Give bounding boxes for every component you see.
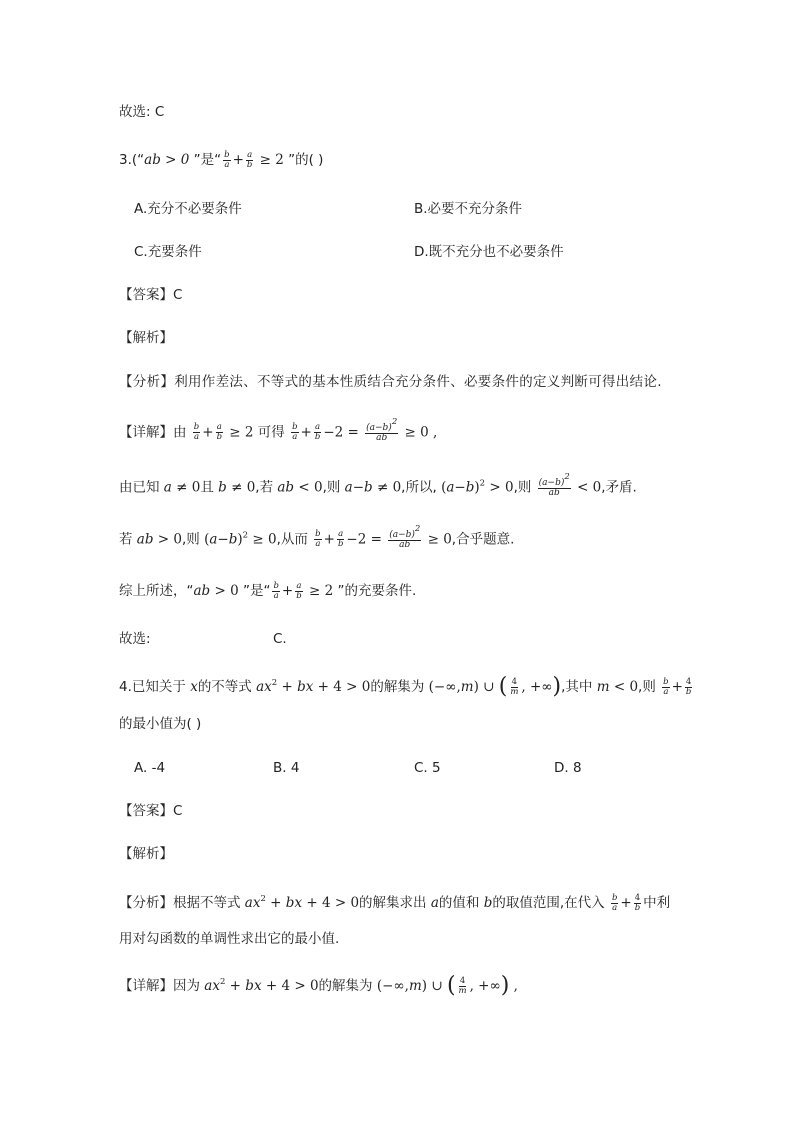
q4-option-a: A. -4 — [134, 760, 166, 776]
q4-stem: 4.已知关于 x的不等式 $ax^2$ + bx + 4 > 0的解集为 (−∞,m) ∪ ( $\frac{4}{m}$ , +∞),其中 m < 0,则 $\frac{b}{a}$ + $\frac{4}{b}$ — [119, 674, 692, 699]
text-ruo-2: 若 — [119, 531, 133, 548]
q3-jiexi: 【解析】 — [119, 330, 173, 346]
q3-fenxi: 【分析】利用作差法、不等式的基本性质结合充分条件、必要条件的定义判断可得出结论. — [119, 374, 662, 390]
q4-text-b: 的不等式 — [197, 679, 252, 695]
q4-fenxi: 【分析】根据不等式 $ax^2$ + bx + 4 > 0的解集求出 a的值和 b的取值范围,在代入 $\frac{b}{a}$ + $\frac{4}{b}$ 中利 — [119, 892, 671, 913]
text-youyizhi: 由已知 — [119, 479, 160, 496]
q3-stem: 3.(“ab > 0 ”是“ $\frac{b}{a}$ + $\frac{a}{b}$ ≥ 2 ”的( ) — [119, 149, 324, 170]
q4-option-b: B. 4 — [273, 760, 300, 776]
q4-text-e: ,则 — [638, 679, 656, 695]
prev-answer-line — [119, 102, 164, 122]
q3-option-a: A.充分不必要条件 — [134, 201, 242, 217]
q3-close: ”的( ) — [283, 152, 324, 168]
frac-b-over-a: $\frac{b}{a}$ — [224, 149, 230, 170]
q3-number: 3. — [119, 152, 132, 168]
q3-option-c: C.充要条件 — [134, 244, 202, 260]
q4-stem-line2: 的最小值为( ) — [119, 716, 202, 732]
q4-jiexi: 【解析】 — [119, 846, 173, 862]
q3-xiangjie-line3: 若 ab > 0,则 $(a-b)^2 \ge 0$,从而 $\frac{b}{a}$ + $\frac{a}{b}$ −2 = $\frac{(a-b)^2}{ab}$ ≥ 0,合乎题意. — [119, 524, 515, 550]
q4-xiangjie-b: 的解集为 — [318, 978, 373, 994]
text-conger: ,从而 — [276, 531, 308, 548]
q3-xiangjie-line2: 由已知 a ≠ 0且 b ≠ 0,若 ab < 0,则 a−b ≠ 0,所以, $(a-b)^2 > 0$,则 $\frac{(a-b)^2}{ab}$ < 0,矛盾. — [119, 472, 637, 498]
text-hehu: ,合乎题意. — [451, 531, 515, 548]
summary-b: ”是“ — [238, 583, 271, 599]
q3-summary: 综上所述，“ab > 0 ”是“ $\frac{b}{a}$ + $\frac{a}{b}$ ≥ 2 ”的充要条件. — [119, 580, 417, 601]
q3-gu-xuan-value: C. — [273, 631, 287, 647]
summary-a: 综上所述，“ — [119, 583, 194, 599]
text-qie: 且 — [200, 479, 214, 496]
q3-open: (“ — [131, 152, 145, 168]
q3-ineq-tail: ≥ 2 — [255, 152, 284, 168]
q3-xiangjie-line1: 【详解】由 $\frac{b}{a}$ + $\frac{a}{b}$ ≥ 2 可得 $\frac{b}{a}$ + $\frac{a}{b}$ −2 = $\frac{(a-b)^2}{ab}$ ≥ 0 , — [119, 417, 438, 443]
q4-fenxi-line2: 用对勾函数的单调性求出它的最小值. — [119, 931, 340, 947]
q3-condition: ab > 0 — [144, 152, 190, 168]
text-ze-2: ,则 — [513, 479, 532, 496]
text-ze-3: ,则 — [181, 531, 200, 548]
q3-xiangjie-prefix: 【详解】由 — [119, 424, 187, 441]
q4-option-c: C. 5 — [414, 760, 441, 776]
frac-a-over-b: $\frac{a}{b}$ — [246, 149, 253, 170]
q4-fenxi-d: 的取值范围,在代入 — [492, 895, 605, 911]
prev-answer-text: 故选: C — [119, 104, 165, 120]
q4-answer: 【答案】C — [119, 803, 183, 819]
q4-fenxi-a: 【分析】根据不等式 — [119, 895, 241, 911]
q3-option-b: B.必要不充分条件 — [414, 201, 523, 217]
q3-xiangjie-mid: 可得 — [257, 424, 285, 441]
q4-number: 4. — [119, 679, 132, 695]
text-ruo: ,若 — [255, 479, 274, 496]
q3-mid: ”是“ — [189, 152, 222, 168]
q4-text-a: 已知关于 — [131, 679, 186, 695]
gu-xuan-label: 故选: — [119, 631, 151, 647]
q4-fenxi-b: 的解集求出 — [359, 895, 427, 911]
summary-c: ”的充要条件. — [333, 583, 417, 599]
q3-answer: 【答案】C — [119, 287, 183, 303]
q4-fenxi-e: 中利 — [643, 895, 671, 911]
q4-text-d: ,其中 — [561, 679, 593, 695]
text-suoyi: ,所以, — [401, 479, 437, 496]
q3-option-d: D.既不充分也不必要条件 — [414, 244, 564, 260]
q4-option-d: D. 8 — [554, 760, 582, 776]
q3-gu-xuan — [119, 629, 151, 649]
q4-fenxi-c: 的值和 — [438, 895, 480, 911]
q4-xiangjie-a: 【详解】因为 — [119, 978, 200, 994]
text-ze: ,则 — [322, 479, 341, 496]
q4-text-c: 的解集为 — [370, 679, 425, 695]
q4-xiangjie: 【详解】因为 $ax^2$ + bx + 4 > 0的解集为 (−∞,m) ∪ ( $\frac{4}{m}$ , +∞) , — [119, 973, 518, 998]
text-maodun: ,矛盾. — [601, 479, 637, 496]
